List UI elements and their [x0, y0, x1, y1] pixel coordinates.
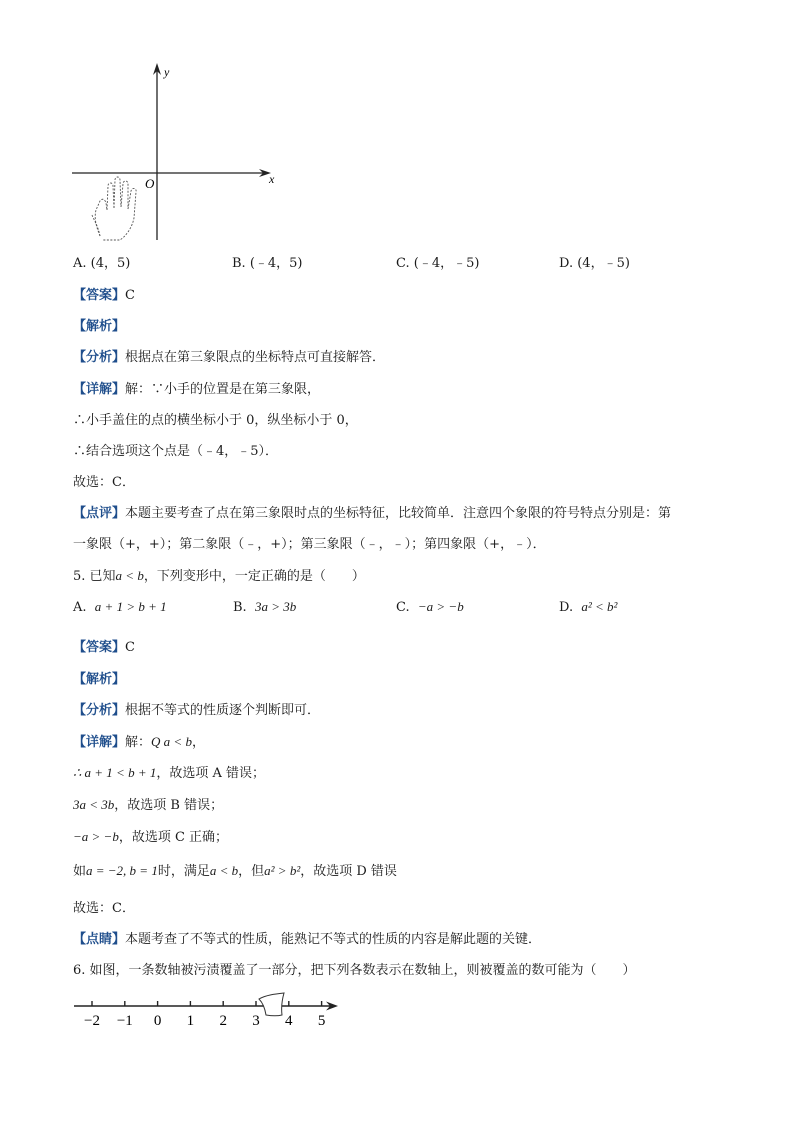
coordinate-figure	[60, 58, 290, 248]
q5-detail-line-c	[73, 828, 228, 847]
q5-stem-prefix: 5. 已知	[73, 569, 116, 584]
fenxi-tag: 【分析】	[73, 703, 126, 718]
q4-detail-line-3: ∴结合选项这个点是（﹣4，﹣5）．	[73, 444, 279, 459]
number-line	[68, 988, 358, 1030]
detail-math: a < b	[209, 863, 239, 878]
q5-stem-suffix: ，下列变形中，一定正确的是（ ）	[143, 569, 365, 584]
q5-fenxi-line	[73, 702, 320, 720]
q6-stem: 6. 如图，一条数轴被污渍覆盖了一部分，把下列各数表示在数轴上，则被覆盖的数可能为（ ）	[73, 963, 636, 978]
q4-comment-line-1	[73, 505, 671, 523]
q5-stem	[73, 567, 365, 586]
y-axis-label: y	[164, 65, 170, 79]
detail-text: ，	[191, 735, 205, 750]
detail-text: 解：∵小手的位置是在第三象限，	[125, 382, 321, 397]
detail-tag: 【详解】	[73, 382, 126, 397]
detail-math: 3a < 3b	[73, 797, 115, 812]
number-line-label: 0	[153, 1013, 162, 1029]
number-line-label: −2	[84, 1013, 100, 1029]
detail-math: −a > −b	[73, 829, 119, 844]
comment-text: 本题主要考查了点在第三象限时点的坐标特征，比较简单．注意四个象限的符号特点分别是：第	[125, 506, 672, 521]
detail-text: ，但	[238, 864, 265, 879]
q5-comment-line	[73, 931, 541, 949]
detail-text: ，故选项 D 错误	[300, 864, 397, 879]
number-line-label: −1	[116, 1013, 133, 1029]
q4-choose: 故选：C．	[73, 475, 135, 490]
detail-text: ，故选项 B 错误；	[114, 798, 224, 813]
origin-label: O	[145, 176, 155, 191]
detail-text: ，故选项 C 正确；	[118, 830, 229, 845]
q5-detail-line-d	[73, 862, 397, 881]
q5-option-a	[73, 598, 167, 617]
number-line-label: 3	[252, 1013, 260, 1029]
q4-option-d: D. (4，﹣5)	[559, 256, 630, 271]
q5-stem-math: a < b	[115, 568, 144, 583]
q5-option-b	[233, 598, 296, 617]
q4-option-a: A. (4，5)	[73, 256, 131, 271]
comment-text: 本题考查了不等式的性质，能熟记不等式的性质的内容是解此题的关键．	[125, 932, 542, 947]
q5-detail-line-a	[73, 764, 265, 783]
option-label: D.	[559, 600, 574, 615]
q5-detail-line-1	[73, 733, 205, 752]
detail-math: a = −2, b = 1	[86, 863, 158, 878]
q4-option-b: B. (﹣4，5)	[232, 256, 303, 271]
option-math: −a > −b	[417, 599, 464, 614]
fenxi-text: 根据不等式的性质逐个判断即可．	[125, 703, 321, 718]
answer-value: C	[125, 288, 135, 303]
number-line-label: 2	[219, 1013, 227, 1029]
option-label: C.	[396, 600, 410, 615]
fenxi-text: 根据点在第三象限点的坐标特点可直接解答．	[125, 350, 386, 365]
detail-tag: 【详解】	[73, 735, 126, 750]
q5-option-d	[559, 598, 617, 617]
answer-tag: 【答案】	[73, 288, 126, 303]
q4-comment-line-2: 一象限（+，+）；第二象限（﹣，+）；第三象限（﹣，﹣）；第四象限（+，﹣）．	[73, 537, 546, 552]
q4-answer-line	[73, 287, 135, 305]
q5-analysis-tag: 【解析】	[73, 672, 126, 687]
q5-choose: 故选：C．	[73, 901, 135, 916]
hand-icon	[92, 177, 136, 240]
number-line-label: 1	[186, 1013, 195, 1029]
comment-tag: 【点睛】	[73, 932, 126, 947]
q4-analysis-tag: 【解析】	[73, 319, 126, 334]
option-label: A.	[73, 600, 87, 615]
option-math: 3a > 3b	[254, 599, 297, 614]
detail-math: ∴ a + 1 < b + 1	[73, 765, 157, 780]
q5-answer-line	[73, 639, 135, 657]
option-math: a² < b²	[581, 599, 618, 614]
detail-text: 如	[73, 864, 87, 879]
q5-option-c	[396, 598, 464, 617]
comment-tag: 【点评】	[73, 506, 126, 521]
q4-detail-line-2: ∴小手盖住的点的横坐标小于 0，纵坐标小于 0，	[73, 413, 358, 428]
detail-math: a² > b²	[264, 863, 301, 878]
number-line-label: 4	[285, 1013, 293, 1029]
x-axis-label: x	[269, 172, 275, 186]
option-label: B.	[233, 600, 247, 615]
q4-fenxi-line	[73, 349, 385, 367]
stain-shape	[259, 993, 284, 1016]
number-line-label: 5	[317, 1013, 326, 1029]
detail-text: 解：	[125, 735, 152, 750]
detail-text: ，故选项 A 错误；	[156, 766, 265, 781]
answer-tag: 【答案】	[73, 640, 126, 655]
q5-detail-line-b	[73, 796, 223, 815]
answer-value: C	[125, 640, 135, 655]
detail-text: 时，满足	[157, 864, 210, 879]
option-math: a + 1 > b + 1	[94, 599, 167, 614]
q4-detail-line-1	[73, 381, 320, 399]
detail-math: Q a < b	[151, 734, 192, 749]
fenxi-tag: 【分析】	[73, 350, 126, 365]
q4-option-c: C. (﹣4，﹣5)	[396, 256, 480, 271]
